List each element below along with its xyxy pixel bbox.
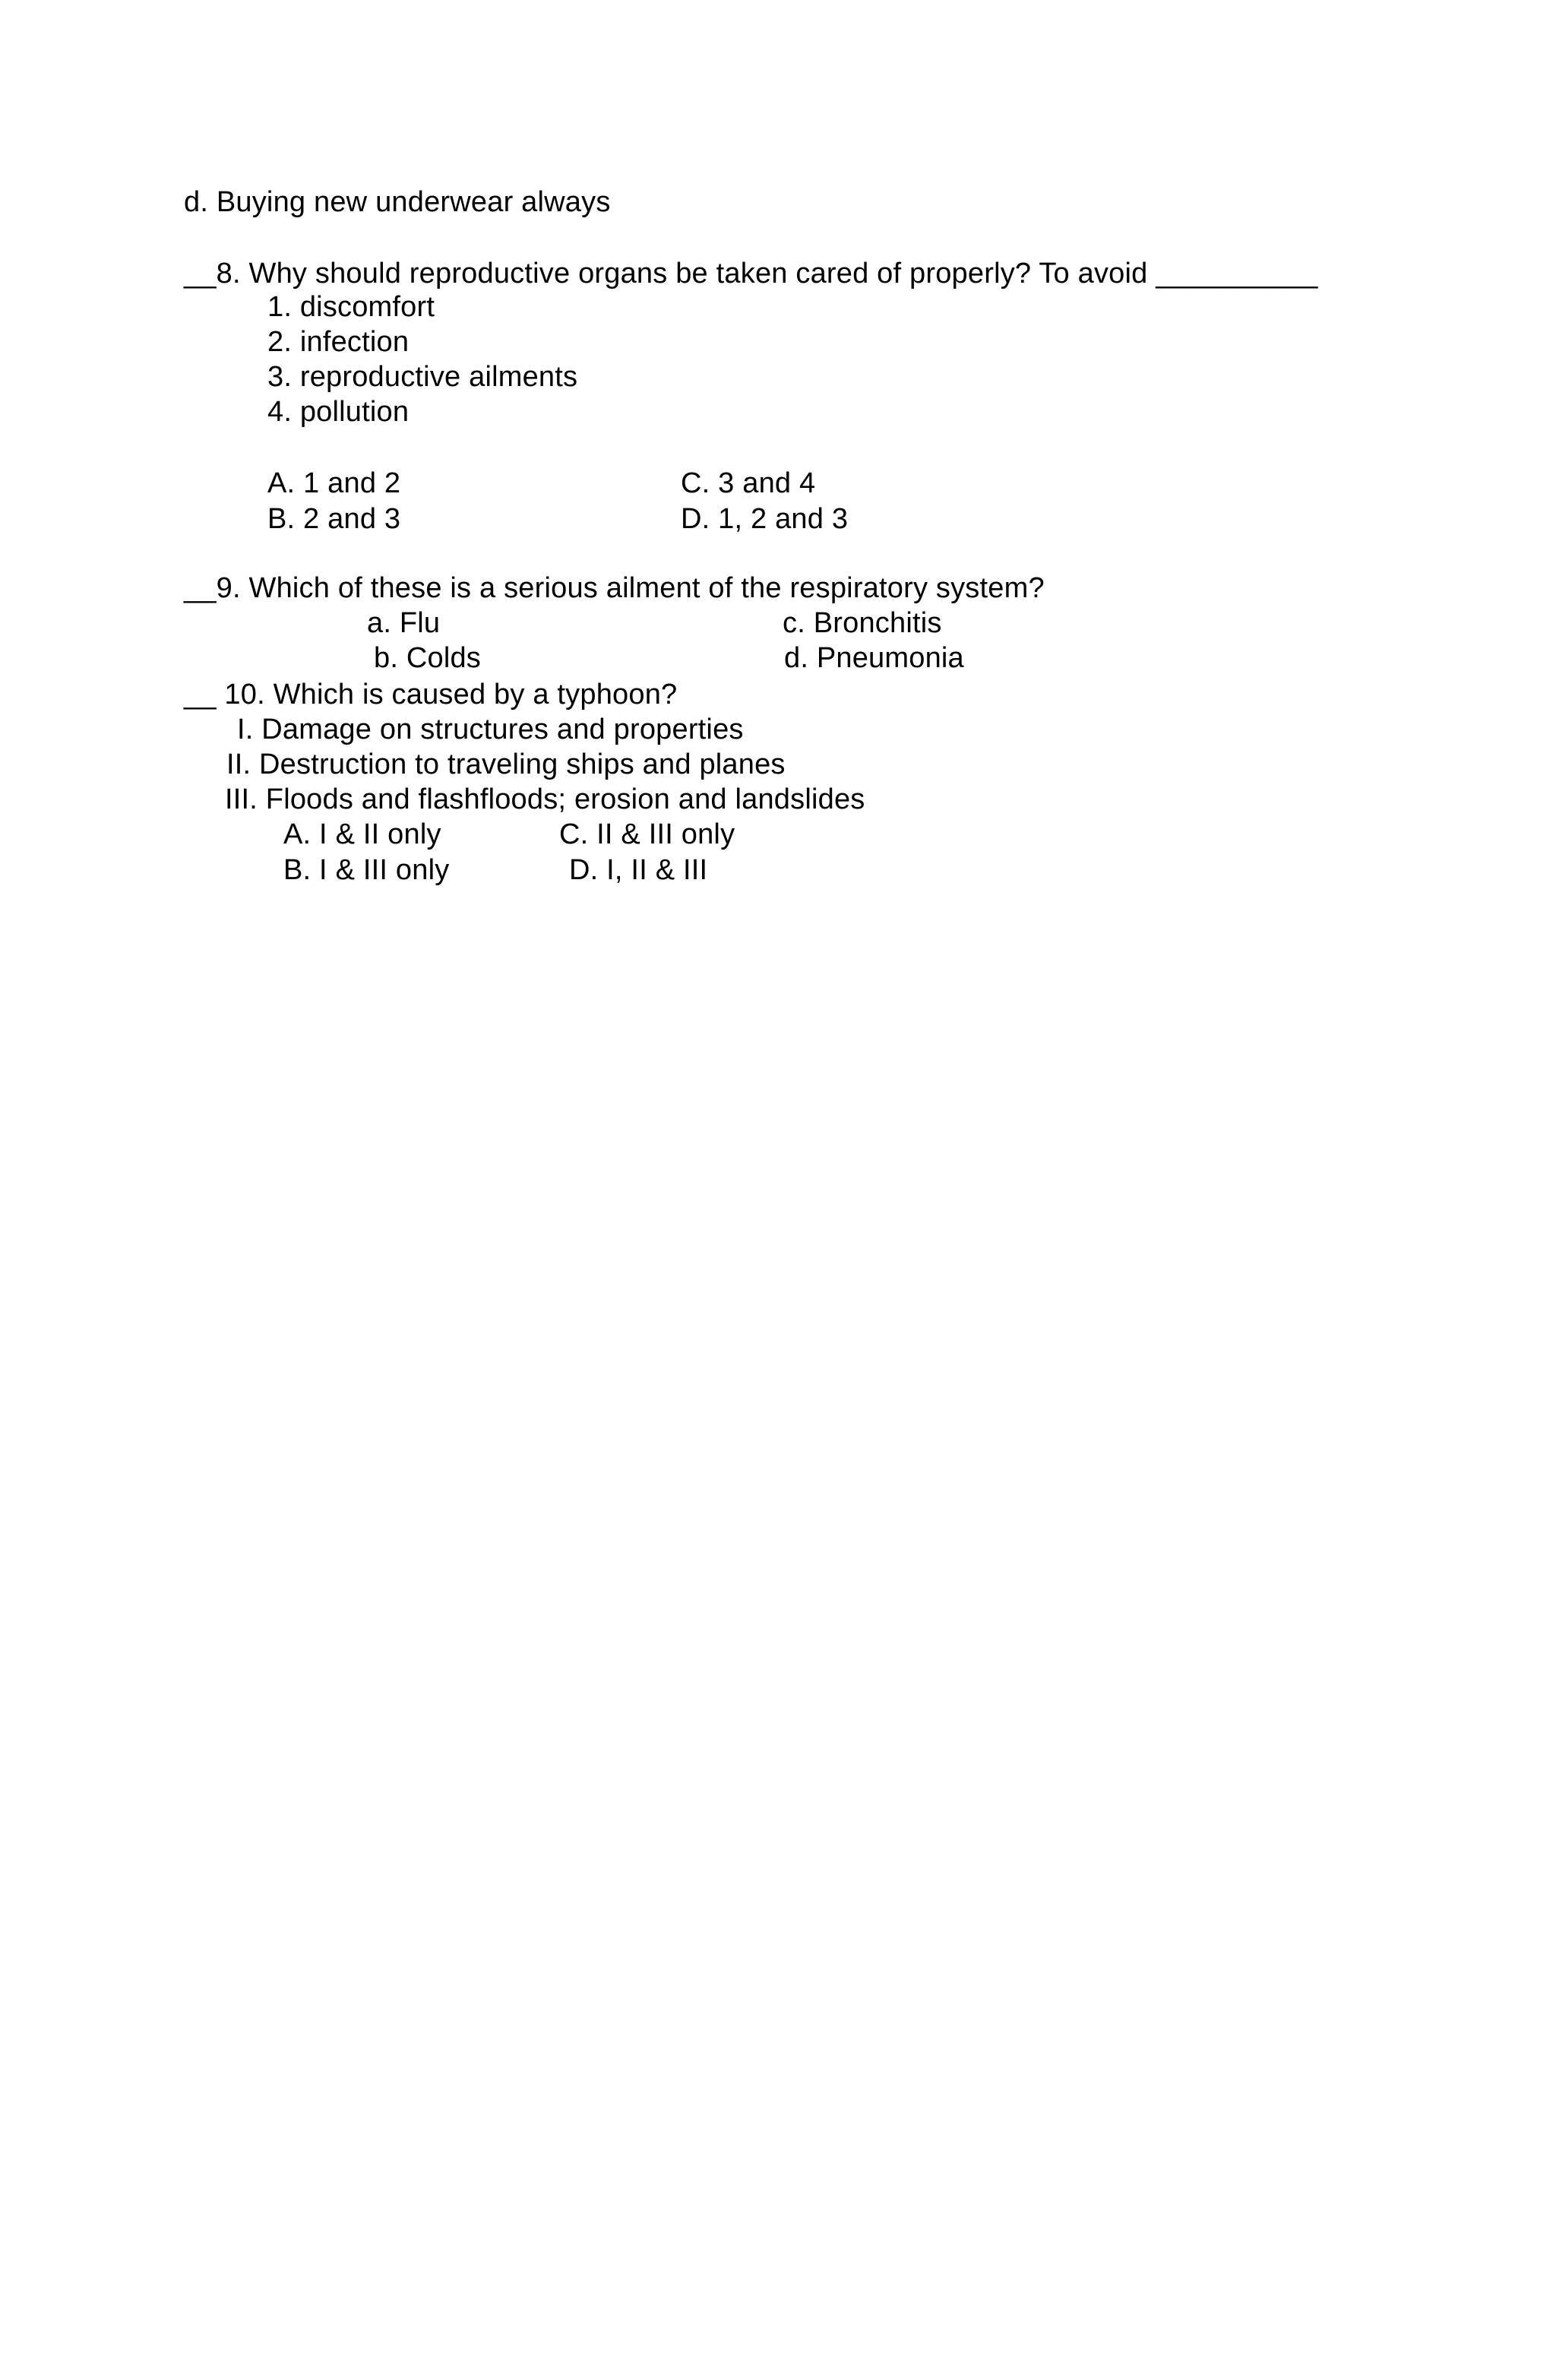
question-10-choice-a: A. I & II only [283, 818, 441, 850]
question-10-choice-b: B. I & III only [283, 854, 450, 886]
question-8-item-3: 3. reproductive ailments [267, 361, 578, 393]
question-9-choice-a: a. Flu [367, 607, 441, 639]
previous-choice-d: d. Buying new underwear always [184, 186, 611, 218]
question-10-choice-d: D. I, II & III [569, 854, 708, 886]
question-10-choice-c: C. II & III only [559, 818, 735, 850]
question-8-choice-b: B. 2 and 3 [267, 503, 401, 535]
question-10-item-3: III. Floods and flashfloods; erosion and landslides [225, 783, 865, 815]
question-10-item-1: I. Damage on structures and properties [237, 714, 744, 745]
question-8-item-1: 1. discomfort [267, 291, 435, 323]
question-10-text: __ 10. Which is caused by a typhoon? [184, 679, 678, 711]
question-8-item-4: 4. pollution [267, 396, 410, 428]
question-8-text: __8. Why should reproductive organs be taken cared of properly? To avoid __________ [184, 258, 1318, 290]
question-8-choice-a: A. 1 and 2 [267, 467, 401, 499]
question-9-choice-c: c. Bronchitis [783, 607, 942, 639]
question-8-choice-d: D. 1, 2 and 3 [681, 503, 849, 535]
question-9-choice-d: d. Pneumonia [784, 642, 964, 674]
question-9-choice-b: b. Colds [374, 642, 482, 674]
question-9-text: __9. Which of these is a serious ailment of the respiratory system? [184, 572, 1045, 604]
question-8-item-2: 2. infection [267, 326, 410, 358]
question-8-choice-c: C. 3 and 4 [681, 467, 816, 499]
question-10-item-2: II. Destruction to traveling ships and planes [226, 748, 786, 780]
